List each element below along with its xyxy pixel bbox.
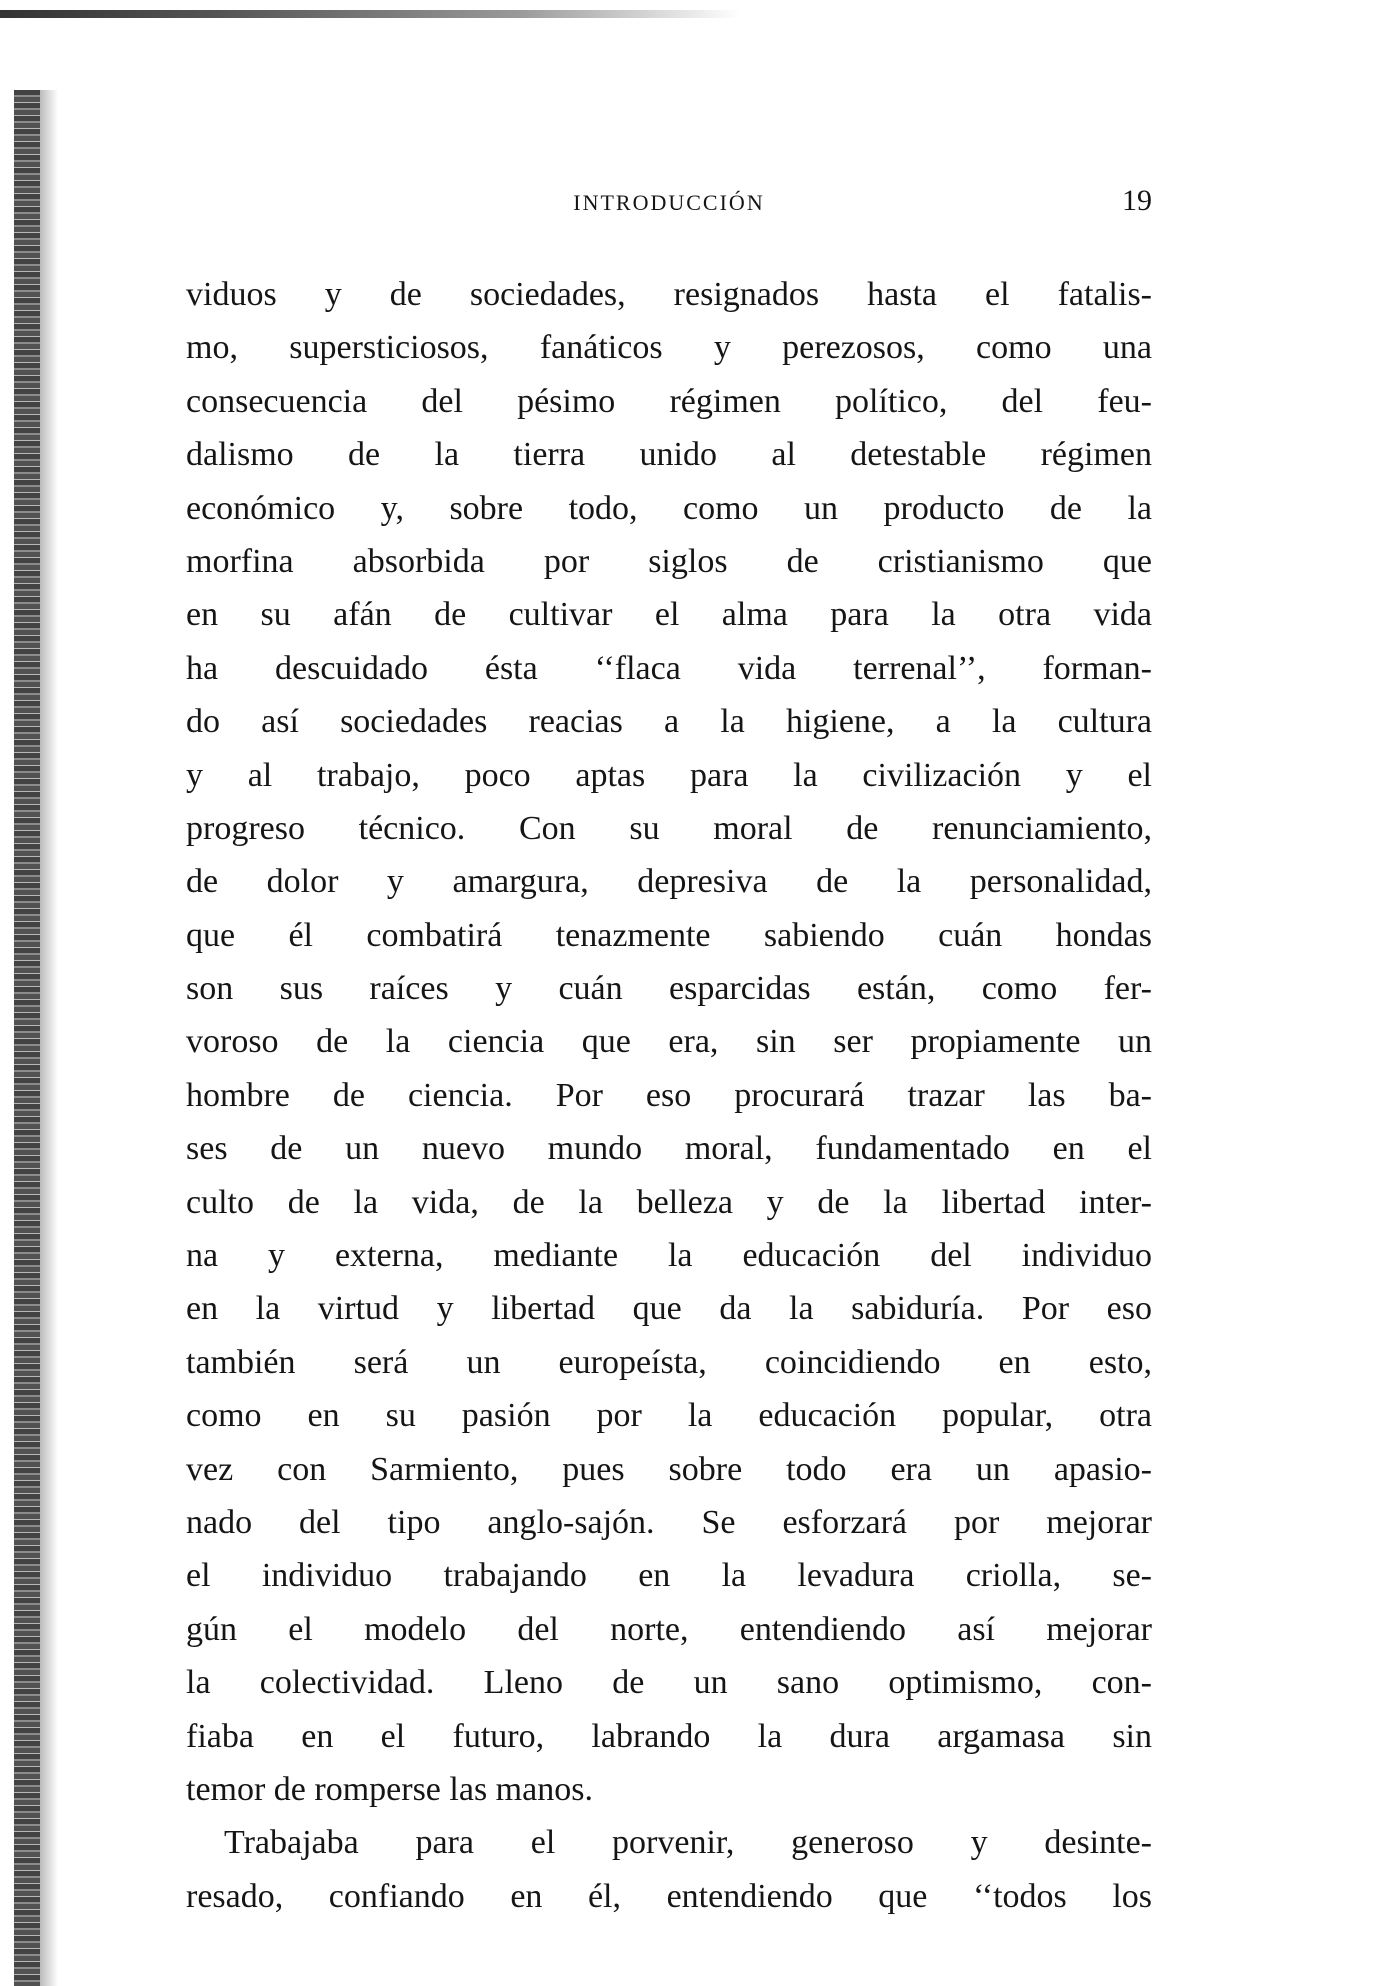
- text-line: morfina absorbida por siglos de cristianismo que: [186, 542, 1152, 580]
- text-line: el individuo trabajando en la levadura criolla, se-: [186, 1557, 1152, 1595]
- running-title: INTRODUCCIÓN: [573, 190, 765, 215]
- text-line: como en su pasión por la educación popular, otra: [186, 1397, 1152, 1435]
- text-line: en la virtud y libertad que da la sabiduría. Por eso: [186, 1290, 1152, 1328]
- text-line: la colectividad. Lleno de un sano optimismo, con-: [186, 1664, 1152, 1702]
- text-line: vez con Sarmiento, pues sobre todo era un apasio-: [186, 1450, 1152, 1488]
- paragraph: [186, 268, 1152, 1816]
- text-line: progreso técnico. Con su moral de renunciamiento,: [186, 809, 1152, 847]
- paragraph: [186, 1816, 1152, 1923]
- text-line: son sus raíces y cuán esparcidas están, como fer-: [186, 970, 1152, 1008]
- text-line: nado del tipo anglo-sajón. Se esforzará por mejorar: [186, 1503, 1152, 1541]
- text-line: de dolor y amargura, depresiva de la personalidad,: [186, 863, 1152, 901]
- text-line: que él combatirá tenazmente sabiendo cuán hondas: [186, 916, 1152, 954]
- body-text: [186, 268, 1152, 1923]
- text-line: fiaba en el futuro, labrando la dura argamasa sin: [186, 1717, 1152, 1755]
- scan-binding-shadow: [40, 90, 58, 1986]
- text-line: gún el modelo del norte, entendiendo así mejorar: [186, 1610, 1152, 1648]
- page-header: [186, 184, 1152, 224]
- text-line: resado, confiando en él, entendiendo que ‘‘todos los: [186, 1877, 1152, 1915]
- text-line: ses de un nuevo mundo moral, fundamentado en el: [186, 1130, 1152, 1168]
- text-line: temor de romperse las manos.: [186, 1770, 593, 1808]
- text-line: dalismo de la tierra unido al detestable régimen: [186, 436, 1152, 474]
- scan-shadow-top: [0, 10, 740, 18]
- text-line: también será un europeísta, coincidiendo en esto,: [186, 1343, 1152, 1381]
- text-line: voroso de la ciencia que era, sin ser propiamente un: [186, 1023, 1152, 1061]
- text-line: mo, supersticiosos, fanáticos y perezosos, como una: [186, 329, 1152, 367]
- scan-binding-edge: [14, 90, 40, 1986]
- text-line: hombre de ciencia. Por eso procurará trazar las ba-: [186, 1076, 1152, 1114]
- page-number: 19: [1122, 184, 1152, 217]
- text-line: económico y, sobre todo, como un producto de la: [186, 489, 1152, 527]
- text-line: culto de la vida, de la belleza y de la libertad inter-: [186, 1183, 1152, 1221]
- text-line: na y externa, mediante la educación del individuo: [186, 1237, 1152, 1275]
- text-line: do así sociedades reacias a la higiene, a la cultura: [186, 703, 1152, 741]
- text-line: consecuencia del pésimo régimen político, del feu-: [186, 382, 1152, 420]
- text-line: viduos y de sociedades, resignados hasta el fatalis-: [186, 276, 1152, 313]
- text-line: y al trabajo, poco aptas para la civilización y el: [186, 756, 1152, 794]
- text-line: ha descuidado ésta ‘‘flaca vida terrenal’’, forman-: [186, 649, 1152, 687]
- text-line: Trabajaba para el porvenir, generoso y desinte-: [224, 1824, 1152, 1862]
- text-line: en su afán de cultivar el alma para la otra vida: [186, 596, 1152, 634]
